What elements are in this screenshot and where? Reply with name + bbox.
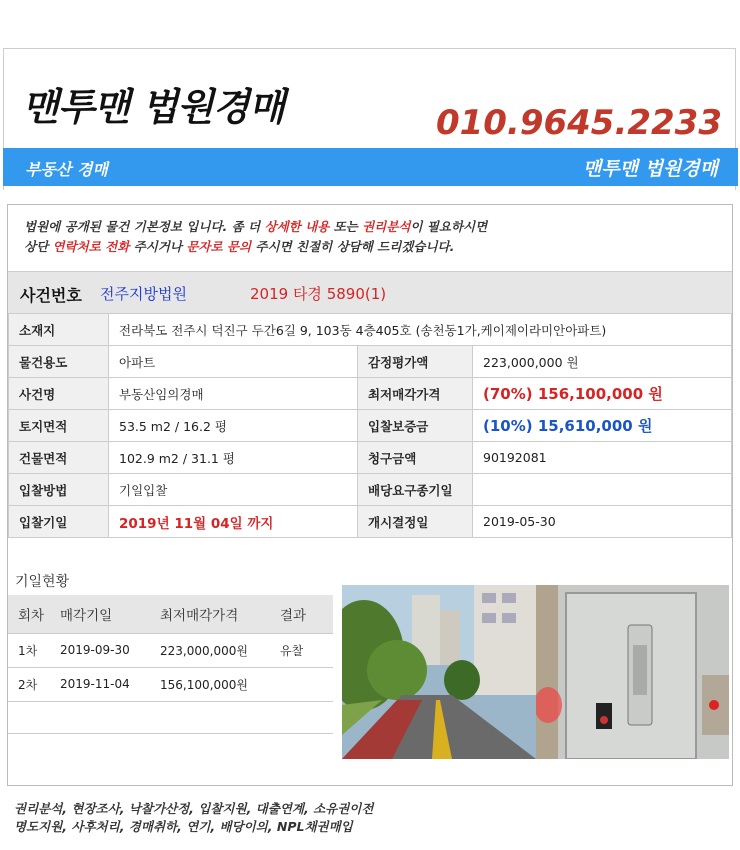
history-cell xyxy=(270,667,333,701)
land-value: 53.5 m2 / 16.2 평 xyxy=(109,410,358,442)
footer-line-2: 명도지원, 사후처리, 경매취하, 연기, 배당이의, NPL채권매입 xyxy=(14,819,353,834)
history-cell: 2차 xyxy=(8,667,50,701)
bid-date-label: 입찰기일 xyxy=(9,506,109,538)
history-header: 회차 xyxy=(8,595,50,633)
casename-value: 부동산임의경매 xyxy=(109,378,358,410)
table-row xyxy=(9,314,732,346)
appraisal-value: 223,000,000 원 xyxy=(473,346,732,378)
intro-highlight: 권리분석 xyxy=(362,219,411,234)
intro-text-part: 법원에 공개된 물건 기본정보 입니다. 좀 더 xyxy=(24,219,265,234)
property-info-box xyxy=(7,204,733,786)
deposit-value: (10%) 15,610,000 원 xyxy=(473,410,732,442)
dividend-value xyxy=(473,474,732,506)
footer-line-1: 권리분석, 현장조사, 낙찰가산정, 입찰지원, 대출연계, 소유권이전 xyxy=(14,801,374,816)
minbid-label: 최저매각가격 xyxy=(358,378,473,410)
method-value: 기일입찰 xyxy=(109,474,358,506)
start-label: 개시결정일 xyxy=(358,506,473,538)
banner-right-text: 맨투맨 법원경매 xyxy=(582,158,718,180)
intro-text-part: 상단 xyxy=(24,239,53,254)
intro-text-part: 또는 xyxy=(329,219,363,234)
street-photo xyxy=(342,585,536,759)
table-row xyxy=(9,506,732,538)
history-header: 매각기일 xyxy=(50,595,150,633)
history-cell: 2019-09-30 xyxy=(50,633,150,667)
table-row xyxy=(8,633,333,667)
bid-date-value: 2019년 11월 04일 까지 xyxy=(109,506,358,538)
table-row xyxy=(9,442,732,474)
case-number-bar xyxy=(8,271,732,313)
history-cell: 2019-11-04 xyxy=(50,667,150,701)
history-cell: 유찰 xyxy=(270,633,333,667)
blue-banner xyxy=(3,148,738,186)
land-label: 토지면적 xyxy=(9,410,109,442)
location-label: 소재지 xyxy=(9,314,109,346)
minbid-value: (70%) 156,100,000 원 xyxy=(473,378,732,410)
casename-label: 사건명 xyxy=(9,378,109,410)
history-title: 기일현황 xyxy=(15,574,70,590)
claim-value: 90192081 xyxy=(473,442,732,474)
history-cell: 156,100,000원 xyxy=(150,667,270,701)
intro-text xyxy=(24,217,487,257)
phone-number[interactable]: 010.9645.2233 xyxy=(435,103,722,143)
intro-highlight: 상세한 내용 xyxy=(264,219,330,234)
door-photo-image xyxy=(536,585,729,759)
dividend-label: 배당요구종기일 xyxy=(358,474,473,506)
use-value: 아파트 xyxy=(109,346,358,378)
history-cell: 223,000,000원 xyxy=(150,633,270,667)
banner-left-text: 부동산 경매 xyxy=(25,160,108,179)
street-photo-image xyxy=(342,585,536,759)
info-table xyxy=(8,313,732,538)
intro-line-2 xyxy=(24,237,487,257)
building-label: 건물면적 xyxy=(9,442,109,474)
history-header: 결과 xyxy=(270,595,333,633)
intro-text-part: 주시거나 xyxy=(129,239,187,254)
location-value: 전라북도 전주시 덕진구 두간6길 9, 103동 4층405호 (송천동1가,케이제이라미안아파트) xyxy=(109,314,732,346)
intro-highlight: 연락처로 전화 xyxy=(52,239,130,254)
history-table xyxy=(8,595,333,734)
use-label: 물건용도 xyxy=(9,346,109,378)
case-label: 사건번호 xyxy=(20,286,82,305)
intro-highlight: 문자로 문의 xyxy=(186,239,252,254)
method-label: 입찰방법 xyxy=(9,474,109,506)
table-row xyxy=(8,701,333,733)
table-row xyxy=(9,346,732,378)
case-number: 2019 타경 5890(1) xyxy=(250,285,387,303)
door-photo xyxy=(536,585,729,759)
deposit-label: 입찰보증금 xyxy=(358,410,473,442)
services-footer xyxy=(14,800,373,836)
table-row xyxy=(9,410,732,442)
table-row xyxy=(9,474,732,506)
start-value: 2019-05-30 xyxy=(473,506,732,538)
intro-text-part: 주시면 친절히 상담해 드리겠습니다. xyxy=(251,239,455,254)
intro-line-1 xyxy=(24,217,487,237)
history-cell: 1차 xyxy=(8,633,50,667)
court-name: 전주지방법원 xyxy=(100,285,187,303)
table-row xyxy=(9,378,732,410)
history-header-row xyxy=(8,595,333,633)
building-value: 102.9 m2 / 31.1 평 xyxy=(109,442,358,474)
history-header: 최저매각가격 xyxy=(150,595,270,633)
brand-title: 맨투맨 법원경매 xyxy=(22,85,285,129)
history-empty-row xyxy=(8,701,333,733)
intro-text-part: 이 필요하시면 xyxy=(410,219,488,234)
appraisal-label: 감정평가액 xyxy=(358,346,473,378)
table-row xyxy=(8,667,333,701)
claim-label: 청구금액 xyxy=(358,442,473,474)
